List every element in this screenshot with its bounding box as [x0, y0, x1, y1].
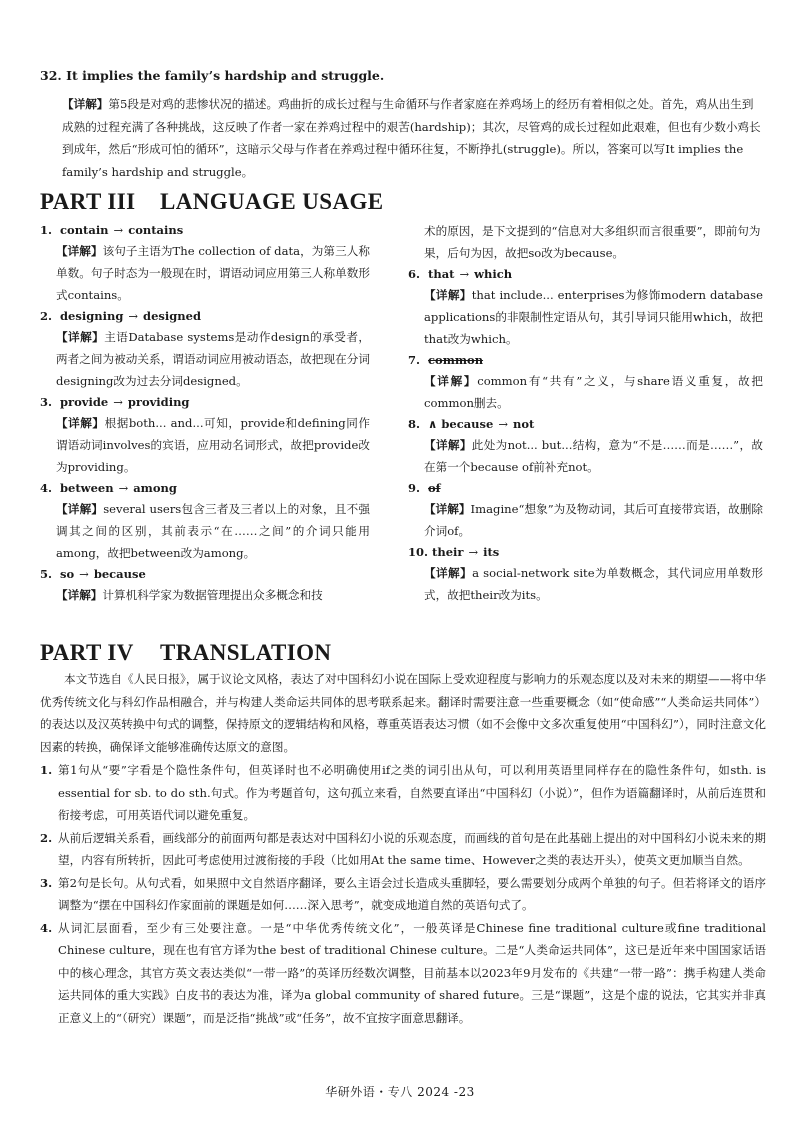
- question-32-answer: 32. It implies the family’s hardship and struggle.: [40, 68, 385, 83]
- translation-section: [40, 668, 766, 1029]
- translation-note-2: 2. 从前后逻辑关系看，画线部分的前面两句都是表达对中国科幻小说的乐观态度，而画线的首句是在此基础上提出的对中国科幻小说未来的期望，内容有所转折，因此可考虑使用过渡衔接的手段（比如用At the same time、However之类的表达开头），使英文更加顺当自然。: [40, 830, 766, 867]
- correction-item-6: 6. that → which 【详解】that include... enterprises为修饰modern database applications的非限制性定语从句，其引导词只能用which，故把that改为which。: [408, 267, 763, 346]
- question-32-explanation: [62, 93, 762, 183]
- translation-note-3: 3. 第2句是长句。从句式看，如果照中文自然语序翻译，要么主语会过长造成头重脚轻，要么需要划分成两个单独的句子。但若将译文的语序调整为“摆在中国科幻作家面前的课题是如何……深入思考”，就变成地道自然的英语句式了。: [40, 875, 766, 912]
- part-3-heading: [40, 189, 384, 215]
- correction-item-10: 10. their → its 【详解】a social-network site为单数概念，其代词应用单数形式，故把their改为its。: [408, 545, 763, 602]
- correction-item-8: 8. ∧ because → not 【详解】此处为not... but...结构，意为“不是……而是……”，故在第一个because of前补充not。: [408, 417, 763, 474]
- explanation-tag: 【详解】: [62, 97, 109, 111]
- translation-note-4: 4. 从词汇层面看，至少有三处要注意。一是“中华优秀传统文化”，一般英译是Chinese fine traditional culture或fine traditional Chinese culture，现在也有官方译为the best of traditional Chinese culture。二是“人类命运共同体”，这已是近年来中国国家话语中的核心理念，其官方英文表达类似“一带一路”的英译历经数次调整，目前基本以2023年9月发布的《共建“一带一路”：携手构建人类命运共同体的重大实践》白皮书的表达为准，译为a global community of shared future。三是“课题”，这是个虚的说法，它其实并非真正意义上的“（研究）课题”，而是泛指“挑战”或“任务”，故不宜按字面意思翻译。: [40, 920, 766, 1025]
- part-title: TRANSLATION: [160, 640, 332, 665]
- correction-item-1: 1. contain → contains 【详解】该句子主语为The collection of data，为第三人称单数。句子时态为一般现在时，谓语动词应用第三人称单数形式contains。: [40, 223, 370, 302]
- correction-item-4: 4. between → among 【详解】several users包含三者及三者以上的对象，且不强调其之间的区别，其前表示“在……之间”的介词只能用among，故把between改为among。: [40, 481, 370, 560]
- part-title: LANGUAGE USAGE: [160, 189, 384, 214]
- correction-item-2: 2. designing → designed 【详解】主语Database systems是动作design的承受者，两者之间为被动关系，谓语动词应用被动语态，故把现在分词designing改为过去分词designed。: [40, 309, 370, 388]
- correction-item-5-continuation: 术的原因，是下文提到的“信息对大多组织而言很重要”，即前句为果，后句为因，故把so改为because。: [424, 224, 761, 260]
- correction-item-9: 9. of 【详解】Imagine“想象”为及物动词，其后可直接带宾语，故删除介词of。: [408, 481, 763, 538]
- part-number: PART III: [40, 189, 136, 214]
- page-footer: 华研外语・专八 2024 -23: [325, 1085, 475, 1099]
- translation-intro: 本文节选自《人民日报》，属于议论文风格，表达了对中国科幻小说在国际上受欢迎程度与影响力的乐观态度以及对未来的期望——将中华优秀传统文化与科幻作品相融合，并与构建人类命运共同体的思考联系起来。翻译时需要注意一些重要概念（如“使命感”“人类命运共同体”）的表达以及汉英转换中句式的调整，保持原文的逻辑结构和风格，尊重英语表达习惯（如不会像中文多次重复使用“中国科幻”），同时注意文化因素的转换，确保译文能够准确传达原文的意图。: [40, 672, 766, 754]
- part-4-heading: [40, 640, 331, 666]
- explanation-text: 第5段是对鸡的悲惨状况的描述。鸡曲折的成长过程与生命循环与作者家庭在养鸡场上的经历有着相似之处。首先，鸡从出生到成熟的过程充满了各种挑战，这反映了作者一家在养鸡过程中的艰苦(hardship)；其次，尽管鸡的成长过程如此艰难，但也有少数小鸡长到成年，然后“形成可怕的循环”，这暗示父母与作者在养鸡过程中循环往复，不断挣扎(struggle)。所以，答案可以写It implies the family’s hardship and struggle。: [62, 97, 761, 179]
- language-usage-left-column: [40, 220, 370, 606]
- correction-item-3: 3. provide → providing 【详解】根据both... and...可知，provide和defining同作谓语动词involves的宾语，应用动名词形式，故把provide改为providing。: [40, 395, 370, 474]
- part-number: PART IV: [40, 640, 134, 665]
- translation-notes-list: [40, 759, 766, 1029]
- translation-note-1: 1. 第1句从“要”字看是个隐性条件句，但英译时也不必明确使用if之类的词引出从句，可以利用英语里同样存在的隐性条件句，如sth. is essential for sb. to do sth.句式。作为考题首句，这句孤立来看，自然要直译出“中国科幻（小说）”，但作为语篇翻译时，从前后连贯和衔接考虑，可用英语代词以避免重复。: [40, 763, 766, 822]
- correction-item-7: 7. common 【详解】common有“共有”之义，与share语义重复，故把common删去。: [408, 353, 763, 410]
- language-usage-right-column: [408, 220, 763, 606]
- correction-item-5: 5. so → because 【详解】计算机科学家为数据管理提出众多概念和技: [40, 567, 323, 602]
